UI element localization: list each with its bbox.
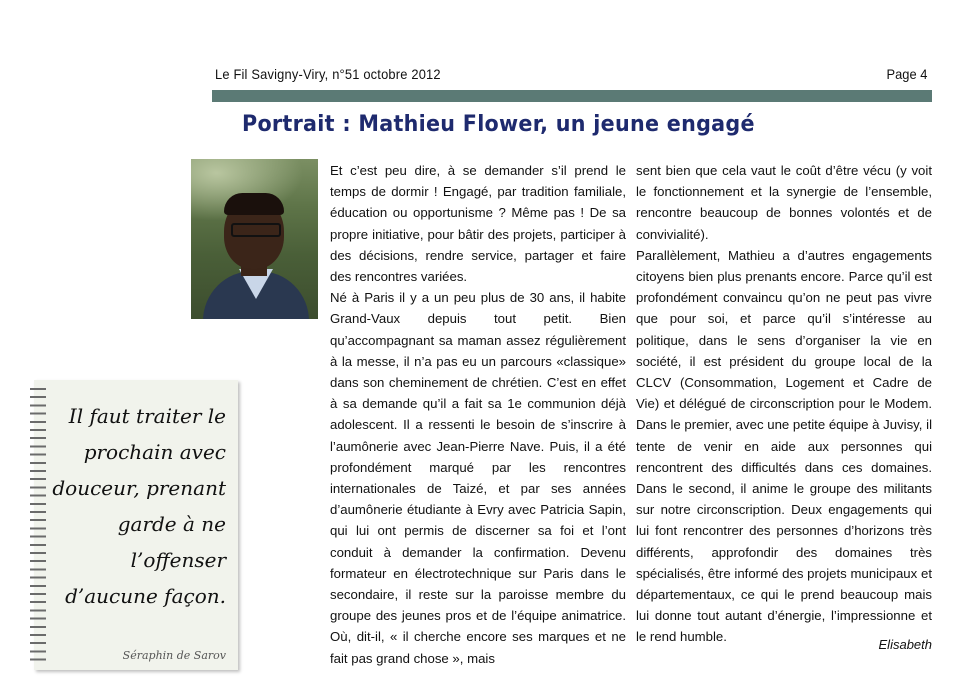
paragraph: Et c’est peu dire, à se demander s’il prend le temps de dormir ! Engagé, par tradition familiale, éducation ou opportunisme ? Même pas ! De sa propre initiative, pour bâtir des projets, participer à des décisions, rendre service, partager et faire des rencontres variées. [330,163,626,285]
quote-text: Il faut traiter le prochain avec douceur, prenant garde à ne l’offenser d’aucune façon. [52,404,226,608]
newsletter-issue-label: Le Fil Savigny-Viry, n°51 octobre 2012 [215,66,441,82]
article-title: Portrait : Mathieu Flower, un jeune engagé [242,112,755,137]
quote-notebook [34,380,238,670]
header-rule [212,90,932,102]
portrait-photo [191,159,318,319]
paragraph: Parallèlement, Mathieu a d’autres engagements citoyens bien plus prenants encore. Parce qu’il est profondément convaincu qu’on ne peut pas vivre que pour soi, et parce qu’il s’intéresse au politique, dans le sens d’organiser la vie en société, il est président du groupe local de la CLCV (Consommation, Logement et Cadre de Vie) et délégué de circonscription pour le Modem. Dans le premier, avec une petite équipe à Juvisy, il tente de venir en aide aux personnes qui rencontrent des difficultés dans ces domaines. Dans le second, il anime le groupe des militants sur notre circonscription. Deux engagements qui lui font rencontrer des personnes d’horizons très différents, approfondir des domaines très spécialisés, être informé des projets municipaux et départementaux, ce qui le prend beaucoup mais lui donne tout autant d’énergie, l’impressionne et le rend humble. [636,247,932,645]
article-column-2 [636,160,932,648]
paragraph: Né à Paris il y a un peu plus de 30 ans, il habite Grand-Vaux depuis tout petit. Bien qu’accompagnant sa maman assez régulièrement à la messe, il n’a pas eu un parcours «classique» dans son cheminement de chrétien. C’est en effet à sa demande qu’il a fait sa 1e communion déjà adolescent. Il a ressenti le besoin de s’inscrire à l’aumônerie avec Jean-Pierre Nave. Puis, il a été profondément marqué par les rencontres internationales de Taizé, et par ses années d’aumônerie étudiante à Evry avec Patricia Sapin, qui lui ont permis de discerner sa foi et l’ont conduit à demander la confirmation. Devenu formateur en électrotechnique sur Paris dans le secondaire, il reste sur la paroisse membre du groupe des jeunes pros et de l’équipe animatrice. Où, dit-il, « il cherche encore ses marques et ne fait pas grand chose », mais [330,290,626,666]
page-number: Page 4 [886,66,927,82]
author-signature: Elisabeth [878,637,932,652]
paragraph: sent bien que cela vaut le coût d’être vécu (y voit le fonctionnement et la synergie de l’ensemble, rencontre beaucoup de bonnes volontés et de convivialité). [636,163,932,242]
article-column-1 [330,160,626,669]
quote-author: Séraphin de Sarov [122,649,226,662]
spiral-binding [30,388,46,664]
